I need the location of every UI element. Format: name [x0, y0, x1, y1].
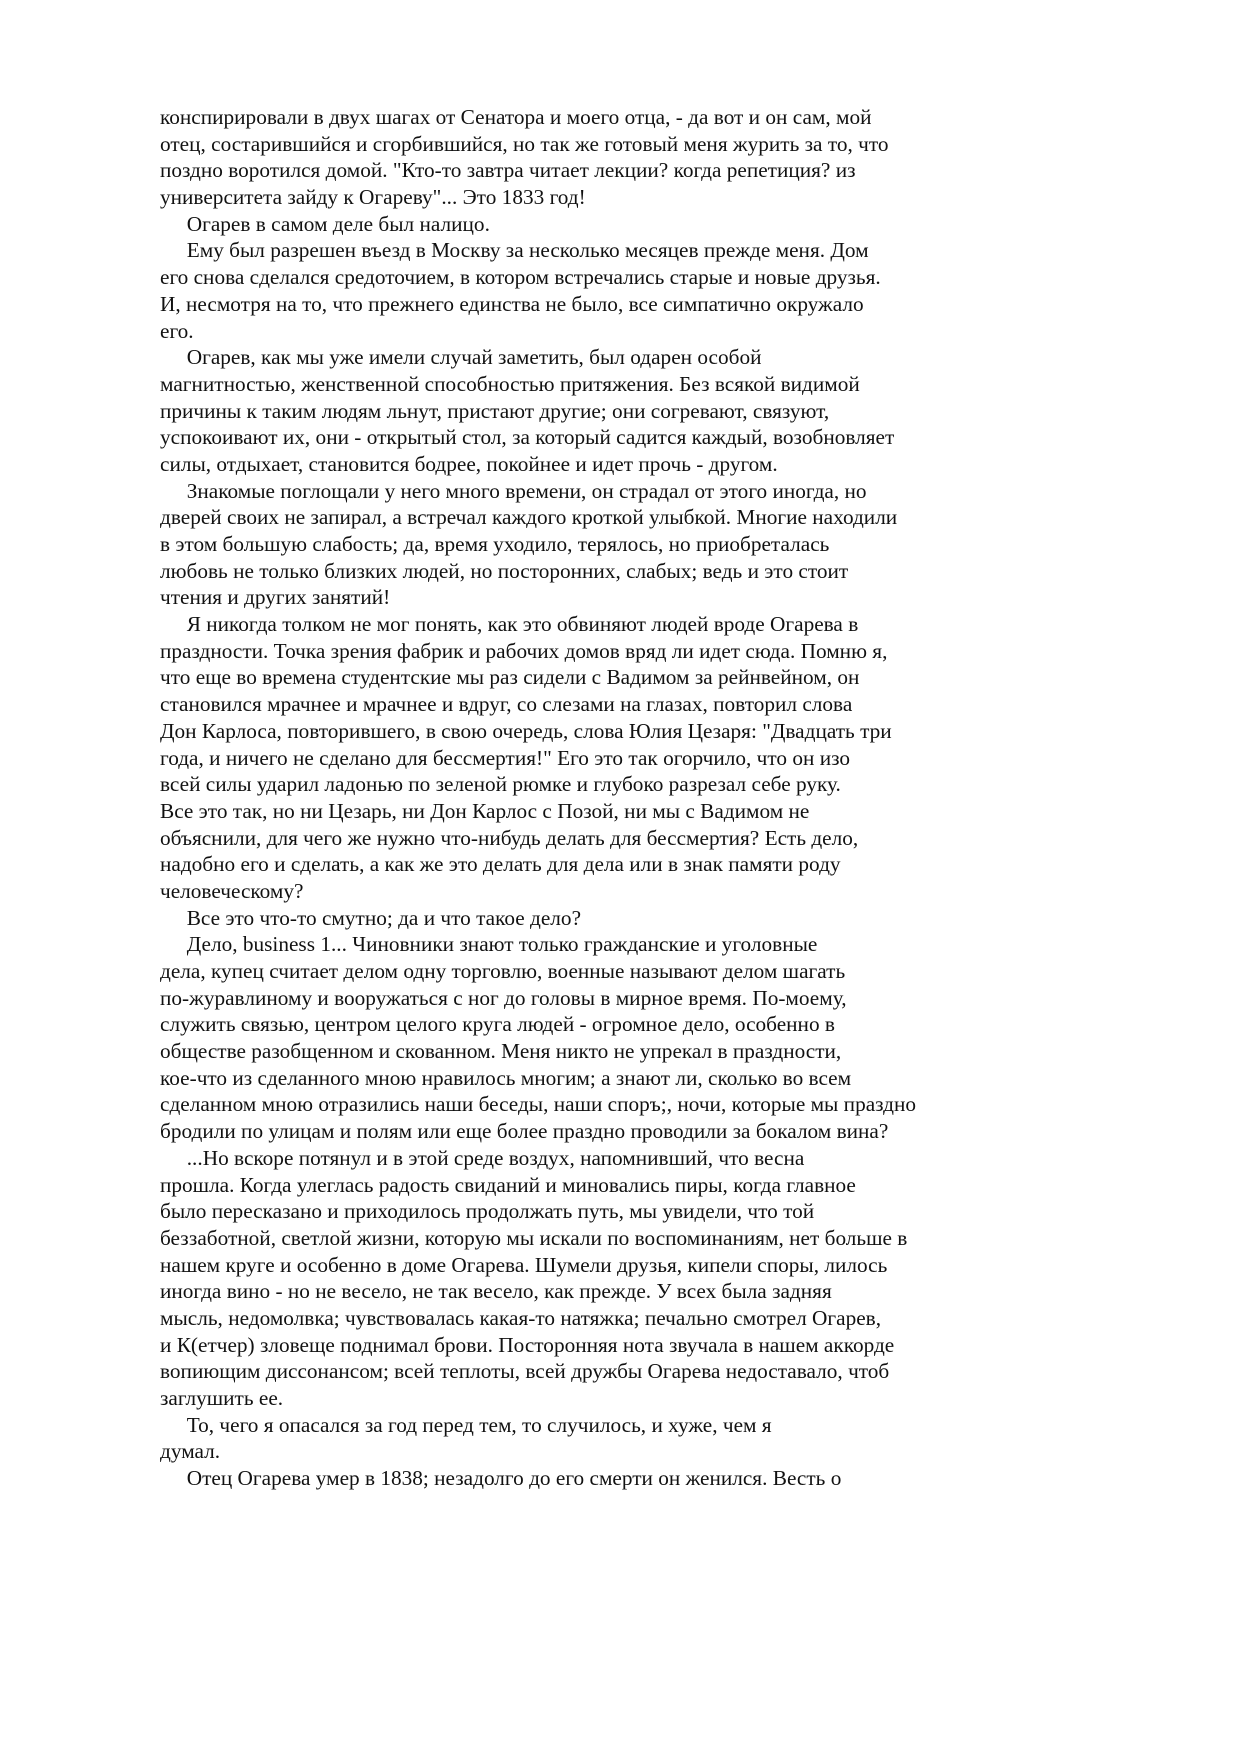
text-line: вопиющим диссонансом; всей теплоты, всей дружбы Огарева недоставало, чтоб	[160, 1359, 890, 1384]
text-line: надобно его и сделать, а как же это делать для дела или в знак памяти роду	[160, 852, 841, 877]
text-line: магнитностью, женственной способностью притяжения. Без всякой видимой	[160, 371, 860, 396]
text-line: обществе разобщенном и скованном. Меня никто не упрекал в праздности,	[160, 1039, 842, 1064]
text-line: дела, купец считает делом одну торговлю, военные называют делом шагать	[160, 959, 846, 983]
text-line: объяснили, для чего же нужно что-нибудь делать для бессмертия? Есть дело,	[160, 825, 859, 850]
text-line: поздно воротился домой. "Кто-то завтра читает лекции? когда репетиция? из	[160, 158, 856, 183]
text-line: То, чего я опасался за год перед тем, то случилось, и хуже, чем я	[186, 1412, 772, 1437]
text-line: Огарев в самом деле был налицо.	[186, 211, 490, 236]
text-line: чтения и других занятий!	[160, 585, 391, 610]
text-line: ...Но вскоре потянул и в этой среде воздух, напомнивший, что весна	[186, 1145, 805, 1170]
text-line: причины к таким людям льнут, пристают другие; они согревают, связуют,	[160, 398, 830, 423]
text-line: Все это так, но ни Цезарь, ни Дон Карлос с Позой, ни мы с Вадимом не	[160, 798, 810, 823]
text-line: нашем круге и особенно в доме Огарева. Шумели друзья, кипели споры, лилось	[160, 1252, 888, 1277]
text-line: Я никогда толком не мог понять, как это обвиняют людей вроде Огарева в	[186, 612, 859, 637]
text-line: сделанном мною отразились наши беседы, наши споръ;, ночи, которые мы праздно	[160, 1092, 917, 1117]
text-line: и К(етчер) зловеще поднимал брови. Посторонняя нота звучала в нашем аккорде	[160, 1332, 895, 1357]
text-line: любовь не только близких людей, но посторонних, слабых; ведь и это стоит	[160, 558, 849, 583]
text-line: мысль, недомолвка; чувствовалась какая-то натяжка; печально смотрел Огарев,	[160, 1305, 882, 1330]
text-line: по-журавлиному и вооружаться с ног до головы в мирное время. По-моему,	[160, 985, 847, 1010]
text-line: что еще во времена студентские мы раз сидели с Вадимом за рейнвейном, он	[160, 665, 860, 690]
text-line: бродили по улицам и полям или еще более праздно проводили за бокалом вина?	[160, 1119, 889, 1144]
text-line: его снова сделался средоточием, в котором встречались старые и новые друзья.	[160, 265, 881, 290]
text-line: его.	[160, 318, 194, 343]
text-line: Все это что-то смутно; да и что такое дело?	[186, 905, 582, 930]
text-line: человеческому?	[160, 878, 304, 903]
text-line: становился мрачнее и мрачнее и вдруг, со слезами на глазах, повторил слова	[160, 692, 853, 717]
text-line: И, несмотря на то, что прежнего единства не было, все симпатично окружало	[160, 291, 864, 316]
document-page	[160, 104, 960, 1492]
text-line: служить связью, центром целого круга людей - огромное дело, особенно в	[160, 1012, 835, 1037]
text-line: было пересказано и приходилось продолжать путь, мы увидели, что той	[160, 1199, 815, 1224]
text-line: Дон Карлоса, повторившего, в свою очередь, слова Юлия Цезаря: "Двадцать три	[160, 718, 892, 743]
text-line: успокоивают их, они - открытый стол, за который садится каждый, возобновляет	[160, 425, 895, 450]
text-line: думал.	[160, 1439, 221, 1464]
text-line: университета зайду к Огареву"... Это 1833 год!	[160, 185, 586, 210]
text-line: заглушить ее.	[160, 1386, 284, 1410]
text-line: Знакомые поглощали у него много времени, он страдал от этого иногда, но	[186, 478, 867, 503]
text-line: кое-что из сделанного мною нравилось многим; а знают ли, сколько во всем	[160, 1065, 852, 1090]
text-line: беззаботной, светлой жизни, которую мы искали по воспоминаниям, нет больше в	[160, 1225, 908, 1250]
text-line: в этом большую слабость; да, время уходило, терялось, но приобреталась	[160, 532, 830, 556]
text-line: Огарев, как мы уже имели случай заметить, был одарен особой	[186, 345, 762, 370]
text-line: Ему был разрешен въезд в Москву за несколько месяцев прежде меня. Дом	[186, 238, 869, 263]
text-line: Дело, business 1... Чиновники знают только гражданские и уголовные	[186, 932, 818, 957]
text-line: праздности. Точка зрения фабрик и рабочих домов вряд ли идет сюда. Помню я,	[160, 638, 888, 663]
text-line: Отец Огарева умер в 1838; незадолго до его смерти он женился. Весть о	[186, 1466, 842, 1491]
text-line: силы, отдыхает, становится бодрее, покойнее и идет прочь - другом.	[160, 451, 778, 476]
text-line: конспирировали в двух шагах от Сенатора и моего отца, - да вот и он сам, мой	[160, 105, 872, 129]
text-line: отец, состарившийся и сгорбившийся, но так же готовый меня журить за то, что	[160, 131, 889, 156]
text-line: всей силы ударил ладонью по зеленой рюмке и глубоко разрезал себе руку.	[160, 772, 841, 797]
text-line: иногда вино - но не весело, не так весело, как прежде. У всех была задняя	[160, 1279, 832, 1304]
text-line: года, и ничего не сделано для бессмертия!" Его это так огорчило, что он изо	[160, 745, 851, 770]
text-line: прошла. Когда улеглась радость свиданий и миновались пиры, когда главное	[160, 1172, 856, 1197]
text-line: дверей своих не запирал, а встречал каждого кроткой улыбкой. Многие находили	[160, 505, 898, 530]
